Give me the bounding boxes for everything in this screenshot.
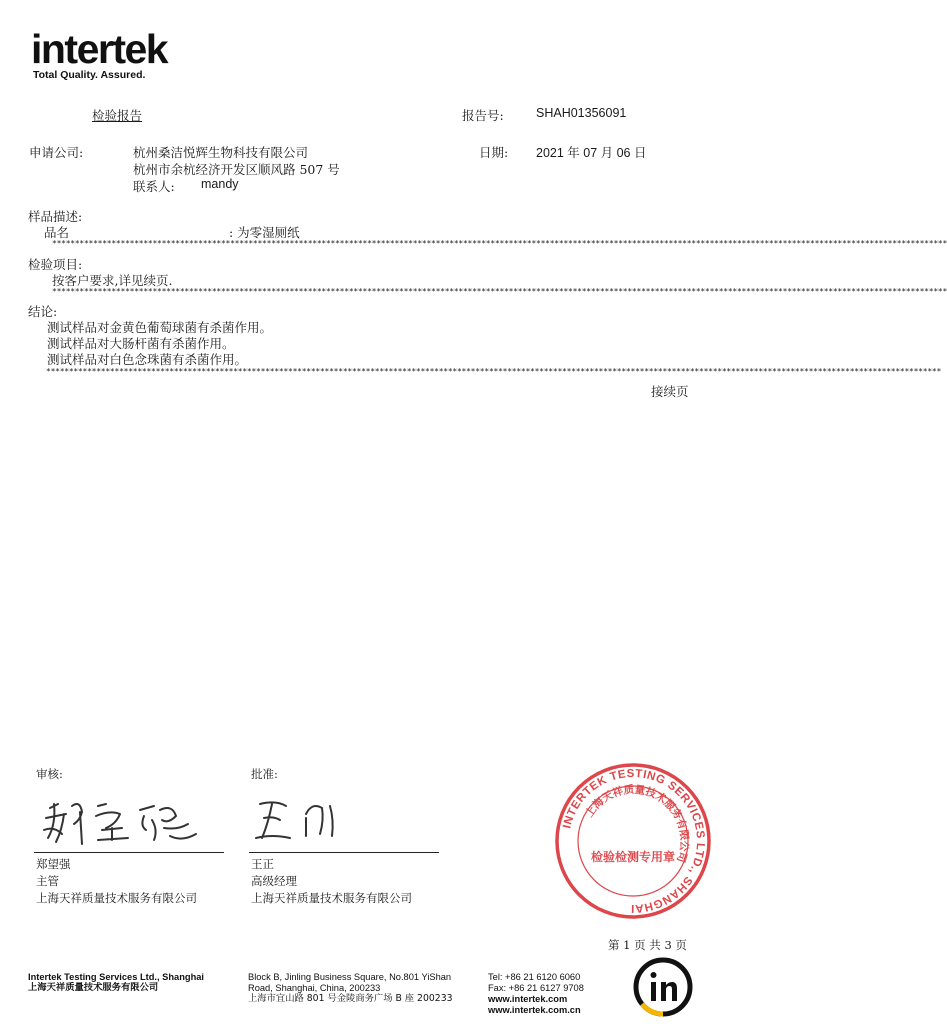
footer-tel: Tel: +86 21 6120 6060 — [488, 972, 581, 982]
reviewer-label: 审核: — [36, 767, 63, 781]
report-number-label: 报告号: — [462, 108, 504, 123]
page-number: 第 1 页 共 3 页 — [608, 938, 687, 952]
footer-fax: Fax: +86 21 6127 9708 — [488, 983, 584, 993]
divider-stars: **************************************************************************************************************************************************************************************************** — [46, 367, 942, 376]
footer-company-en: Intertek Testing Services Ltd., Shanghai — [28, 972, 204, 982]
intertek-in-icon — [632, 956, 694, 1018]
approver-signature-line — [249, 852, 439, 853]
contact-label: 联系人: — [133, 179, 175, 194]
reviewer-title: 主管 — [36, 874, 59, 888]
footer-address-line: 上海市宜山路 801 号金陵商务广场 B 座 200233 — [248, 993, 453, 1004]
report-number: SHAH01356091 — [536, 106, 627, 120]
reviewer-company: 上海天祥质量技术服务有限公司 — [36, 891, 197, 905]
items-text: 按客户要求,详见续页. — [52, 273, 173, 288]
continued-note: 接续页 — [651, 384, 689, 399]
svg-text:INTERTEK TESTING SERVICES LTD.: INTERTEK TESTING SERVICES LTD., SHANGHAI — [561, 767, 707, 915]
divider-stars: **************************************************************************************************************************************************************************************************** — [52, 287, 947, 296]
conclusion-heading: 结论: — [28, 304, 58, 319]
intertek-logo-wordmark: intertek — [31, 26, 168, 72]
report-title: 检验报告 — [92, 108, 143, 123]
approver-title: 高级经理 — [251, 874, 297, 888]
approver-name: 王正 — [251, 857, 274, 871]
reviewer-name: 郑望强 — [36, 857, 71, 871]
report-date: 2021 年 07 月 06 日 — [536, 146, 647, 160]
sample-heading: 样品描述: — [28, 209, 83, 224]
footer-address-line: Block B, Jinling Business Square, No.801 YiShan — [248, 972, 452, 982]
date-label: 日期: — [479, 145, 509, 160]
reviewer-signature-line — [34, 852, 224, 853]
sample-name-label: 品名 — [44, 225, 70, 240]
conclusion-line: 测试样品对白色念珠菌有杀菌作用。 — [47, 352, 248, 367]
applicant-name: 杭州桑洁悦辉生物科技有限公司 — [133, 145, 309, 160]
applicant-address: 杭州市余杭经济开发区顺风路 507 号 — [133, 162, 340, 177]
logo-tagline: Total Quality. Assured. — [33, 69, 146, 81]
items-heading: 检验项目: — [28, 257, 83, 272]
divider-stars: **************************************************************************************************************************************************************************************************** — [52, 239, 947, 248]
footer-company-cn: 上海天祥质量技术服务有限公司 — [28, 982, 159, 993]
reviewer-signature — [36, 790, 206, 850]
approver-label: 批准: — [251, 767, 278, 781]
approver-signature — [250, 790, 360, 850]
approver-company: 上海天祥质量技术服务有限公司 — [251, 891, 412, 905]
sample-name-value: : 为零湿厕纸 — [229, 225, 300, 240]
conclusion-line: 测试样品对金黄色葡萄球菌有杀菌作用。 — [47, 320, 273, 335]
footer-address-line: Road, Shanghai, China, 200233 — [248, 983, 381, 993]
applicant-label: 申请公司: — [29, 145, 84, 160]
contact-name: mandy — [201, 177, 239, 191]
svg-text:检验检测专用章: 检验检测专用章 — [590, 850, 676, 864]
conclusion-line: 测试样品对大肠杆菌有杀菌作用。 — [47, 336, 235, 351]
footer-web-com: www.intertek.com — [488, 994, 568, 1004]
footer-web-cn: www.intertek.com.cn — [488, 1005, 581, 1015]
official-seal-stamp — [553, 761, 713, 921]
svg-text:上海天祥质量技术服务有限公司: 上海天祥质量技术服务有限公司 — [583, 783, 691, 864]
